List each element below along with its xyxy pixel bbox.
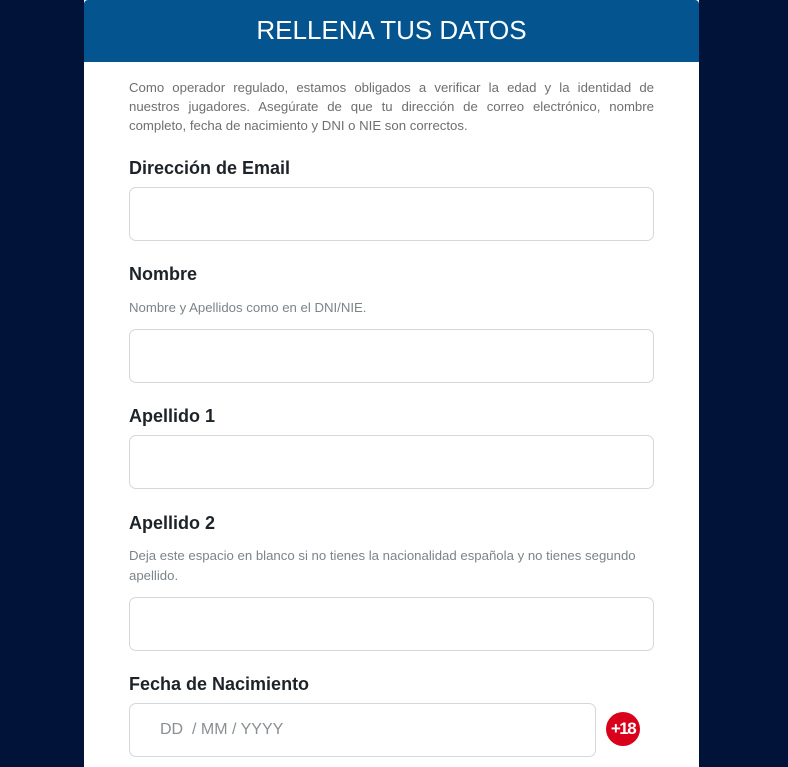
- apellido1-field-container: [129, 435, 654, 489]
- apellido2-label: Apellido 2: [129, 513, 216, 533]
- nombre-hint: Nombre y Apellidos como en el DNI/NIE.: [129, 300, 367, 315]
- email-label: Dirección de Email: [129, 158, 291, 178]
- form-title: RELLENA TUS DATOS: [256, 14, 527, 45]
- form-header: [84, 0, 699, 62]
- intro-text: Como operador regulado, estamos obligados a verificar la edad y la identidad de nuestros jugadores. Asegúrate de que tu dirección de correo electrónico, nombre completo, fecha de nacimiento y DNI o NIE son correctos.: [129, 80, 654, 133]
- email-field[interactable]: [130, 188, 653, 240]
- birthdate-field[interactable]: [130, 704, 595, 756]
- fecha-field-container: [129, 703, 596, 757]
- apellido1-label: Apellido 1: [129, 406, 216, 426]
- apellido1-field[interactable]: [130, 436, 653, 488]
- registration-form-panel: [84, 0, 699, 767]
- fecha-label: Fecha de Nacimiento: [129, 674, 310, 694]
- nombre-label: Nombre: [129, 264, 198, 284]
- nombre-field-container: [129, 329, 654, 383]
- apellido2-field[interactable]: [130, 598, 653, 650]
- age-18-plus-icon: +18: [606, 712, 640, 746]
- apellido2-hint: Deja este espacio en blanco si no tienes la nacionalidad española y no tienes segundo apellido.: [129, 548, 636, 583]
- nombre-field[interactable]: [130, 330, 653, 382]
- email-field-container: [129, 187, 654, 241]
- apellido2-field-container: [129, 597, 654, 651]
